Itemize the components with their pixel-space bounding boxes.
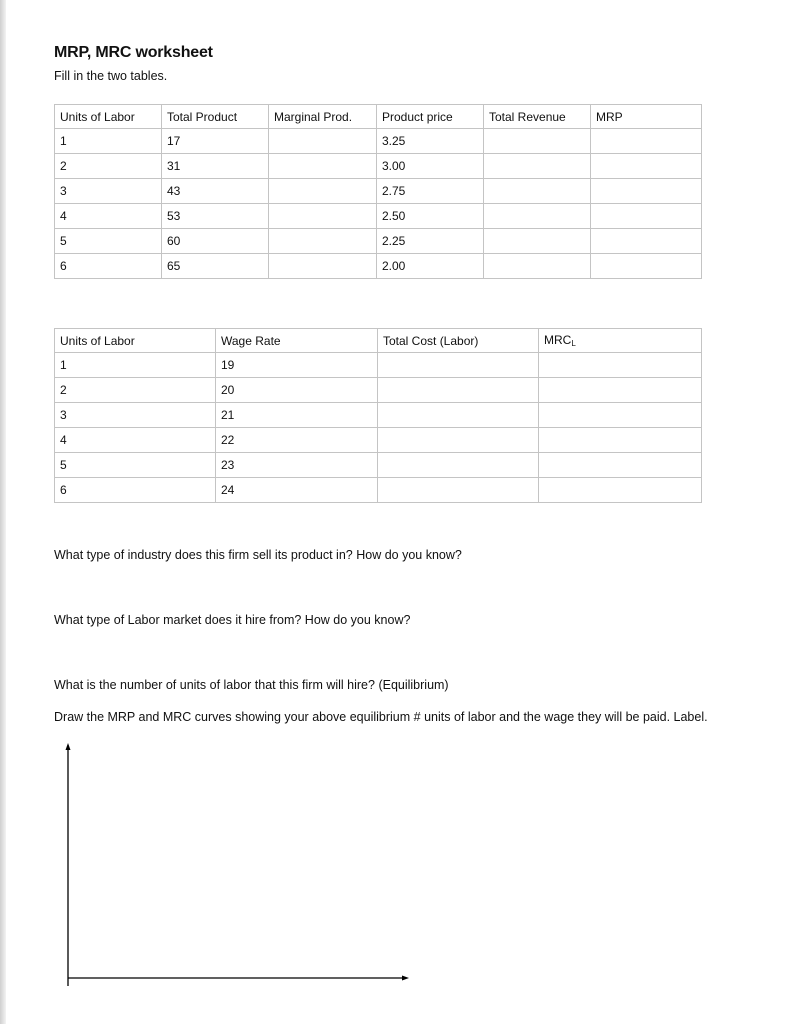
- cell-wage: 23: [216, 453, 378, 478]
- cell-units: 2: [55, 378, 216, 403]
- cell-price: 3.00: [377, 154, 484, 179]
- cell-total-revenue[interactable]: [484, 229, 591, 254]
- cell-price: 2.25: [377, 229, 484, 254]
- table-row: [55, 204, 702, 229]
- cell-mrp[interactable]: [591, 254, 702, 279]
- table-row: [55, 453, 702, 478]
- col-units-of-labor: Units of Labor: [55, 329, 216, 353]
- cell-units: 3: [55, 403, 216, 428]
- page-edge: [0, 0, 6, 1024]
- col-marginal-prod: Marginal Prod.: [269, 105, 377, 129]
- mrc-label: MRC: [544, 333, 572, 347]
- cell-total-product: 65: [162, 254, 269, 279]
- cell-units: 5: [55, 453, 216, 478]
- cell-total-revenue[interactable]: [484, 154, 591, 179]
- question-labor-market: What type of Labor market does it hire from? How do you know?: [54, 613, 411, 627]
- cell-total-cost[interactable]: [378, 478, 539, 503]
- x-axis-arrow-icon: [402, 976, 409, 981]
- cell-units: 3: [55, 179, 162, 204]
- question-draw-curves: Draw the MRP and MRC curves showing your above equilibrium # units of labor and the wage they will be paid. Label.: [54, 710, 708, 724]
- cell-price: 2.00: [377, 254, 484, 279]
- cell-total-product: 43: [162, 179, 269, 204]
- table-header-row: [55, 329, 702, 353]
- question-industry-type: What type of industry does this firm sell its product in? How do you know?: [54, 548, 462, 562]
- col-mrp: MRP: [591, 105, 702, 129]
- table-row: [55, 154, 702, 179]
- cell-units: 4: [55, 428, 216, 453]
- col-total-cost-labor: Total Cost (Labor): [378, 329, 539, 353]
- cell-marginal-prod[interactable]: [269, 154, 377, 179]
- cell-total-revenue[interactable]: [484, 204, 591, 229]
- table-row: [55, 478, 702, 503]
- cell-price: 2.50: [377, 204, 484, 229]
- cell-units: 4: [55, 204, 162, 229]
- table-row: [55, 254, 702, 279]
- cell-total-product: 60: [162, 229, 269, 254]
- cell-mrc[interactable]: [539, 478, 702, 503]
- table-row: [55, 428, 702, 453]
- cell-total-product: 17: [162, 129, 269, 154]
- col-total-revenue: Total Revenue: [484, 105, 591, 129]
- cell-total-cost[interactable]: [378, 378, 539, 403]
- cell-mrc[interactable]: [539, 378, 702, 403]
- cell-marginal-prod[interactable]: [269, 229, 377, 254]
- col-total-product: Total Product: [162, 105, 269, 129]
- mrc-table: [54, 328, 702, 503]
- cell-marginal-prod[interactable]: [269, 254, 377, 279]
- cell-units: 1: [55, 353, 216, 378]
- cell-units: 2: [55, 154, 162, 179]
- table-header-row: [55, 105, 702, 129]
- cell-total-revenue[interactable]: [484, 179, 591, 204]
- question-equilibrium-units: What is the number of units of labor that this firm will hire? (Equilibrium): [54, 678, 449, 692]
- cell-price: 2.75: [377, 179, 484, 204]
- cell-units: 6: [55, 478, 216, 503]
- cell-wage: 24: [216, 478, 378, 503]
- cell-mrp[interactable]: [591, 204, 702, 229]
- cell-units: 1: [55, 129, 162, 154]
- cell-total-cost[interactable]: [378, 353, 539, 378]
- mrc-subscript: L: [571, 339, 576, 348]
- cell-total-cost[interactable]: [378, 428, 539, 453]
- cell-units: 5: [55, 229, 162, 254]
- cell-marginal-prod[interactable]: [269, 129, 377, 154]
- cell-total-product: 53: [162, 204, 269, 229]
- cell-mrc[interactable]: [539, 428, 702, 453]
- cell-total-revenue[interactable]: [484, 254, 591, 279]
- cell-mrc[interactable]: [539, 353, 702, 378]
- cell-total-revenue[interactable]: [484, 129, 591, 154]
- cell-wage: 22: [216, 428, 378, 453]
- cell-total-product: 31: [162, 154, 269, 179]
- cell-mrc[interactable]: [539, 403, 702, 428]
- cell-mrp[interactable]: [591, 229, 702, 254]
- cell-mrp[interactable]: [591, 179, 702, 204]
- table-row: [55, 129, 702, 154]
- table-row: [55, 378, 702, 403]
- cell-units: 6: [55, 254, 162, 279]
- col-product-price: Product price: [377, 105, 484, 129]
- cell-mrp[interactable]: [591, 154, 702, 179]
- col-wage-rate: Wage Rate: [216, 329, 378, 353]
- cell-total-cost[interactable]: [378, 453, 539, 478]
- cell-marginal-prod[interactable]: [269, 204, 377, 229]
- col-units-of-labor: Units of Labor: [55, 105, 162, 129]
- page-title: MRP, MRC worksheet: [54, 44, 213, 61]
- y-axis-arrow-icon: [66, 743, 71, 750]
- instructions: Fill in the two tables.: [54, 69, 168, 83]
- table-row: [55, 229, 702, 254]
- table-row: [55, 353, 702, 378]
- table-row: [55, 179, 702, 204]
- col-mrc: [539, 329, 702, 353]
- cell-mrp[interactable]: [591, 129, 702, 154]
- cell-total-cost[interactable]: [378, 403, 539, 428]
- table-row: [55, 403, 702, 428]
- cell-marginal-prod[interactable]: [269, 179, 377, 204]
- cell-mrc[interactable]: [539, 453, 702, 478]
- mrp-table: [54, 104, 702, 279]
- cell-price: 3.25: [377, 129, 484, 154]
- cell-wage: 21: [216, 403, 378, 428]
- blank-graph-axes[interactable]: [60, 740, 412, 990]
- cell-wage: 19: [216, 353, 378, 378]
- cell-wage: 20: [216, 378, 378, 403]
